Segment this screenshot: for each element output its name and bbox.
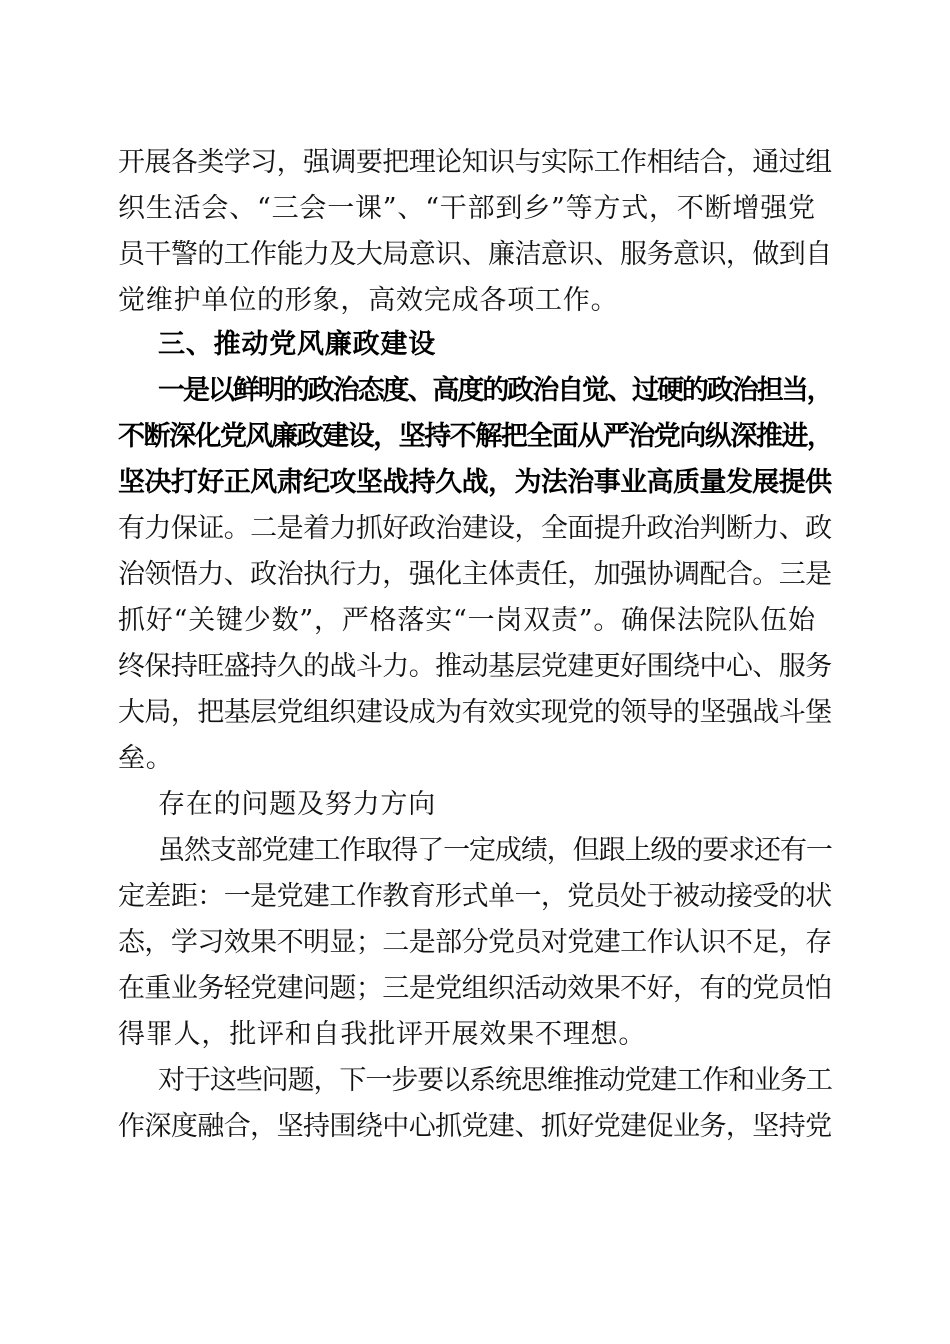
paragraph-3-line-2: 定差距：一是党建工作教育形式单一，党员处于被动接受的状 (118, 881, 832, 912)
paragraph-3-line-1: 虽然支部党建工作取得了一定成绩，但跟上级的要求还有一 (158, 835, 832, 866)
paragraph-3-line-3: 态，学习效果不明显；二是部分党员对党建工作认识不足，存 (118, 927, 832, 958)
paragraph-1-line-3: 员干警的工作能力及大局意识、廉洁意识、服务意识，做到自 (118, 239, 832, 270)
paragraph-2-line-2: 不断深化党风廉政建设，坚持不解把全面从严治党向纵深推进， (118, 421, 833, 452)
paragraph-2-line-1: 一是以鲜明的政治态度、高度的政治自觉、过硬的政治担当， (158, 375, 832, 406)
subheading-problems: 存在的问题及努力方向 (158, 789, 436, 820)
paragraph-2-line-3: 坚决打好正风肃纪攻坚战持久战，为法治事业高质量发展提供 (118, 467, 832, 498)
paragraph-2-line-7: 终保持旺盛持久的战斗力。推动基层党建更好围绕中心、服务 (118, 651, 832, 682)
paragraph-4-line-1: 对于这些问题，下一步要以系统思维推动党建工作和业务工 (158, 1065, 832, 1096)
paragraph-3-line-4: 在重业务轻党建问题；三是党组织活动效果不好，有的党员怕 (118, 973, 832, 1004)
paragraph-1-line-4: 觉维护单位的形象，高效完成各项工作。 (118, 285, 619, 316)
paragraph-3-line-5: 得罪人，批评和自我批评开展效果不理想。 (118, 1019, 647, 1050)
paragraph-1-line-1: 开展各类学习，强调要把理论知识与实际工作相结合，通过组 (118, 147, 832, 178)
paragraph-2-line-8: 大局，把基层党组织建设成为有效实现党的领导的坚强战斗堡 (118, 697, 832, 728)
paragraph-2-line-6: 抓好“关键少数”，严格落实“一岗双责”。确保法院队伍始 (118, 605, 816, 636)
paragraph-2-line-9: 垒。 (118, 743, 174, 774)
paragraph-4-line-2: 作深度融合，坚持围绕中心抓党建、抓好党建促业务，坚持党 (118, 1111, 832, 1142)
section-heading-3: 三、推动党风廉政建设 (158, 329, 436, 360)
paragraph-2-line-4: 有力保证。二是着力抓好政治建设，全面提升政治判断力、政 (118, 513, 832, 544)
paragraph-2-line-5: 治领悟力、政治执行力，强化主体责任，加强协调配合。三是 (118, 559, 832, 590)
paragraph-1-line-2: 织生活会、“三会一课”、“干部到乡”等方式，不断增强党 (118, 193, 816, 224)
